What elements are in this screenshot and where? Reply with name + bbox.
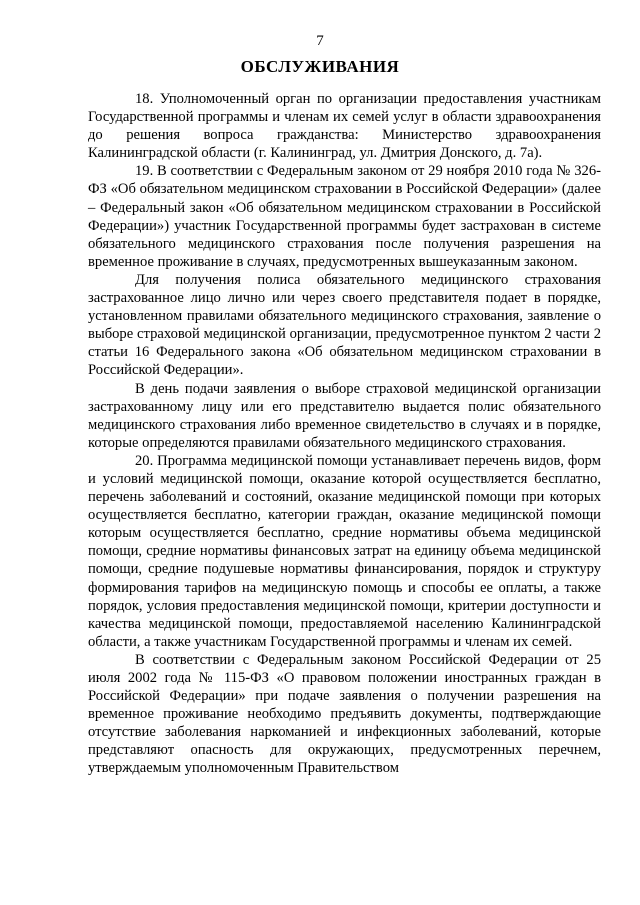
- document-body: [88, 90, 601, 778]
- section-heading: ОБСЛУЖИВАНИЯ: [240, 57, 400, 76]
- paragraph-federal-law-115: В соответствии с Федеральным законом Российской Федерации от 25 июля 2002 года № 115-ФЗ «О правовом положении иностранных граждан в Российской Федерации» при подаче заявления о получении разрешения на временное проживание необходимо предъявить документы, подтверждающие отсутствие заболевания наркоманией и инфекционных заболеваний, которые представляют опасность для окружающих, предусмотренных перечнем, утверждаемым уполномоченным Правительством: [88, 651, 601, 777]
- paragraph-19: 19. В соответствии с Федеральным законом от 29 ноября 2010 года № 326-ФЗ «Об обязательном медицинском страховании в Российской Федерации» (далее – Федеральный закон «Об обязательном медицинском страховании в Российской Федерации») участник Государственной программы будет застрахован в системе обязательного медицинского страхования после получения разрешения на временное проживание в случаях, предусмотренных вышеуказанным законом.: [88, 163, 601, 270]
- paragraph-policy-application: Для получения полиса обязательного медицинского страхования застрахованное лицо лично или через своего представителя подает в порядке, установленном правилами обязательного медицинского страхования, заявление о выборе страховой медицинской организации, предусмотренное пунктом 2 части 2 статьи 16 Федерального закона «Об обязательном медицинском страховании в Российской Федерации».: [88, 271, 601, 379]
- paragraph-20: 20. Программа медицинской помощи устанавливает перечень видов, форм и условий медицинской помощи, оказание которой осуществляется бесплатно, перечень заболеваний и состояний, оказание медицинской помощи при которых осуществляется бесплатно, категории граждан, оказание медицинской помощи которым осуществляется бесплатно, средние нормативы объема медицинской помощи, средние нормативы финансовых затрат на единицу объема медицинской помощи, средние подушевые нормативы финансирования, порядок и структуру формирования тарифов на медицинскую помощь и способы ее оплаты, а также порядок, условия предоставления медицинской помощи, критерии доступности и качества медицинской помощи, предоставляемой населению Калининградской области, а также участникам Государственной программы и членам их семей.: [88, 452, 601, 650]
- page-number: 7: [316, 33, 324, 49]
- paragraph-policy-issuance: В день подачи заявления о выборе страховой медицинской организации застрахованному лицу или его представителю выдается полис обязательного медицинского страхования либо временное свидетельство в случаях и в порядке, которые определяются правилами обязательного медицинского страхования.: [88, 380, 601, 451]
- paragraph-18: 18. Уполномоченный орган по организации предоставления участникам Государственной программы и членам их семей услуг в области здравоохранения до решения вопроса гражданства: Министерство здравоохранения Калининградской области (г. Калининград, ул. Дмитрия Донского, д. 7а).: [88, 91, 601, 162]
